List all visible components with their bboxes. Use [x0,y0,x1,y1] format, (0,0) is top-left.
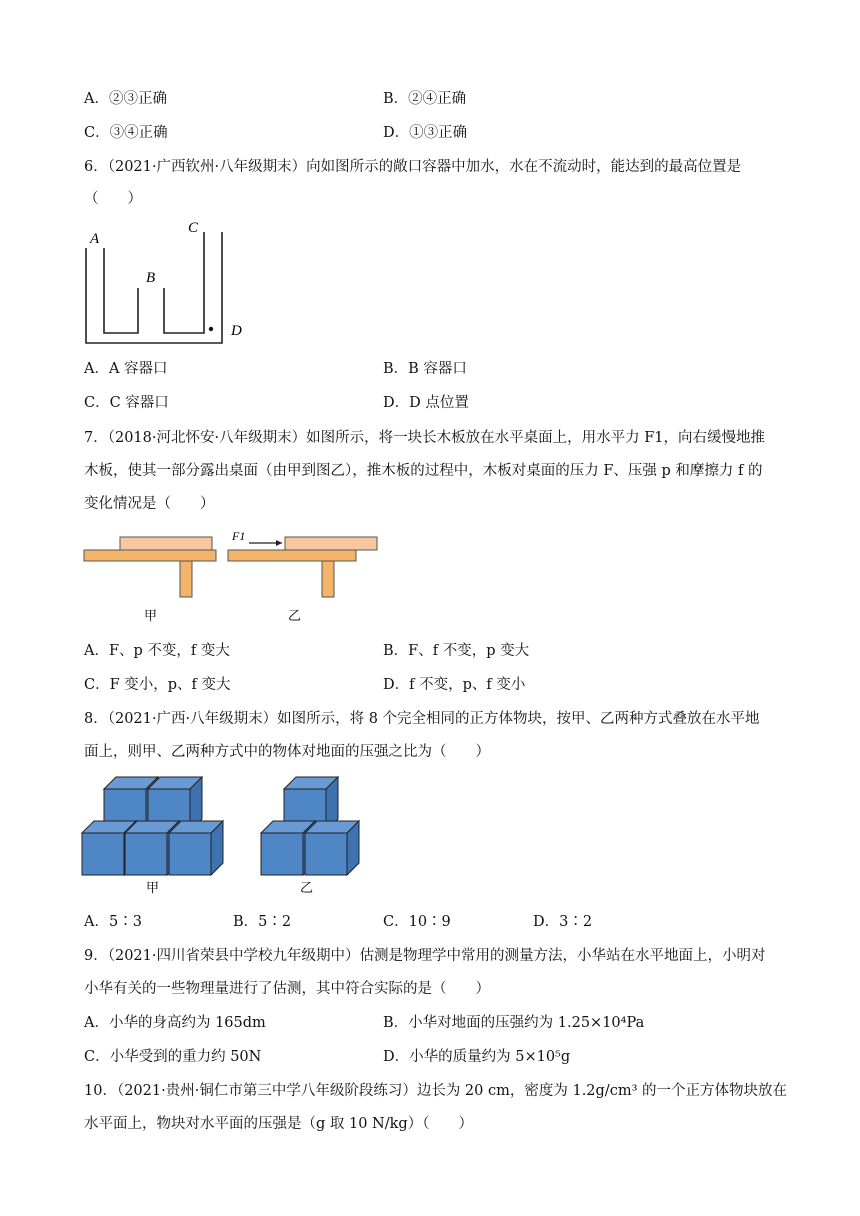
q8-stem-line2: 面上，则甲、乙两种方式中的物体对地面的压强之比为（ ） [84,744,490,760]
q7-stem-line3: 变化情况是（ ） [84,496,215,512]
cube-jia-bottom-3 [169,821,223,875]
table-top-jia [84,550,216,561]
q9-stem-line2: 小华有关的一些物理量进行了估测，其中符合实际的是（ ） [84,981,490,997]
q6-option-b: B．B 容器口 [383,361,467,377]
q9-stem-line1: 9．（2021·四川省荣县中学校九年级期中）估测是物理学中常用的测量方法，小华站在水平地面上，小明对 [84,948,766,964]
q8-option-c: C．10∶9 [383,914,451,930]
table-leg-jia [180,561,192,597]
board-yi [285,537,377,550]
q8-option-b: B．5∶2 [233,914,292,930]
label-d: D [231,323,242,339]
q7-option-c: C．F 变小，p、f 变大 [84,677,231,693]
label-jia: 甲 [144,609,158,624]
q7-option-d: D．f 不变，p、f 变小 [383,677,526,693]
board-jia [120,537,212,550]
q10-stem-line2: 水平面上，物块对水平面的压强是（g 取 10 N/kg）（ ） [84,1116,473,1132]
label-b: B [146,270,156,286]
q9-option-b: B．小华对地面的压强约为 1.25×10⁴Pa [383,1015,645,1031]
q6-stem-line2: （ ） [84,191,142,207]
q7-option-b: B．F、f 不变，p 变大 [383,643,530,659]
q6-container-figure [80,218,260,353]
q6-option-d: D．D 点位置 [383,395,469,411]
label-a: A [90,231,100,247]
q8-option-a: A．5∶3 [84,914,142,930]
q8-option-d: D．3∶2 [533,914,593,930]
q9-option-c: C．小华受到的重力约 50N [84,1049,262,1065]
q6-stem-line1: 6．（2021·广西钦州·八年级期末）向如图所示的敞口容器中加水，水在不流动时，能达到的最高位置是 [84,159,742,175]
q5-option-d: D．①③正确 [383,125,468,141]
label-jia: 甲 [146,881,160,896]
q7-board-figure [82,528,382,628]
table-top-yi [228,550,356,561]
q6-option-a: A．A 容器口 [84,361,168,377]
force-arrow-head [276,540,282,546]
point-d-marker [209,327,213,331]
label-f1: F1 [232,529,246,543]
q6-option-c: C．C 容器口 [84,395,169,411]
q9-option-a: A．小华的身高约为 165dm [84,1015,266,1031]
q5-option-a: A．②③正确 [84,91,167,107]
q8-stem-line1: 8．（2021·广西·八年级期末）如图所示，将 8 个完全相同的正方体物块，按甲、乙两种方式叠放在水平地 [84,711,760,727]
q7-option-a: A．F、p 不变，f 变大 [84,643,230,659]
label-yi: 乙 [300,881,314,896]
label-yi: 乙 [288,609,302,624]
cube-yi-bottom-2 [305,821,359,875]
q7-stem-line2: 木板，使其一部分露出桌面（由甲到图乙），推木板的过程中，木板对桌面的压力 F、压强 p 和摩擦力 f 的 [84,463,763,479]
q10-stem-line1: 10．（2021·贵州·铜仁市第三中学八年级阶段练习）边长为 20 cm，密度为 1.2g/cm³ 的一个正方体物块放在 [84,1083,787,1099]
q9-option-d: D．小华的质量约为 5×10⁵g [383,1049,571,1065]
q5-option-c: C．③④正确 [84,125,168,141]
q8-cubes-figure [78,776,368,902]
table-leg-yi [322,561,334,597]
label-c: C [188,220,199,236]
q7-stem-line1: 7．（2018·河北怀安·八年级期末）如图所示，将一块长木板放在水平桌面上，用水平力 F1，向右缓慢地推 [84,430,765,446]
q5-option-b: B．②④正确 [383,91,467,107]
